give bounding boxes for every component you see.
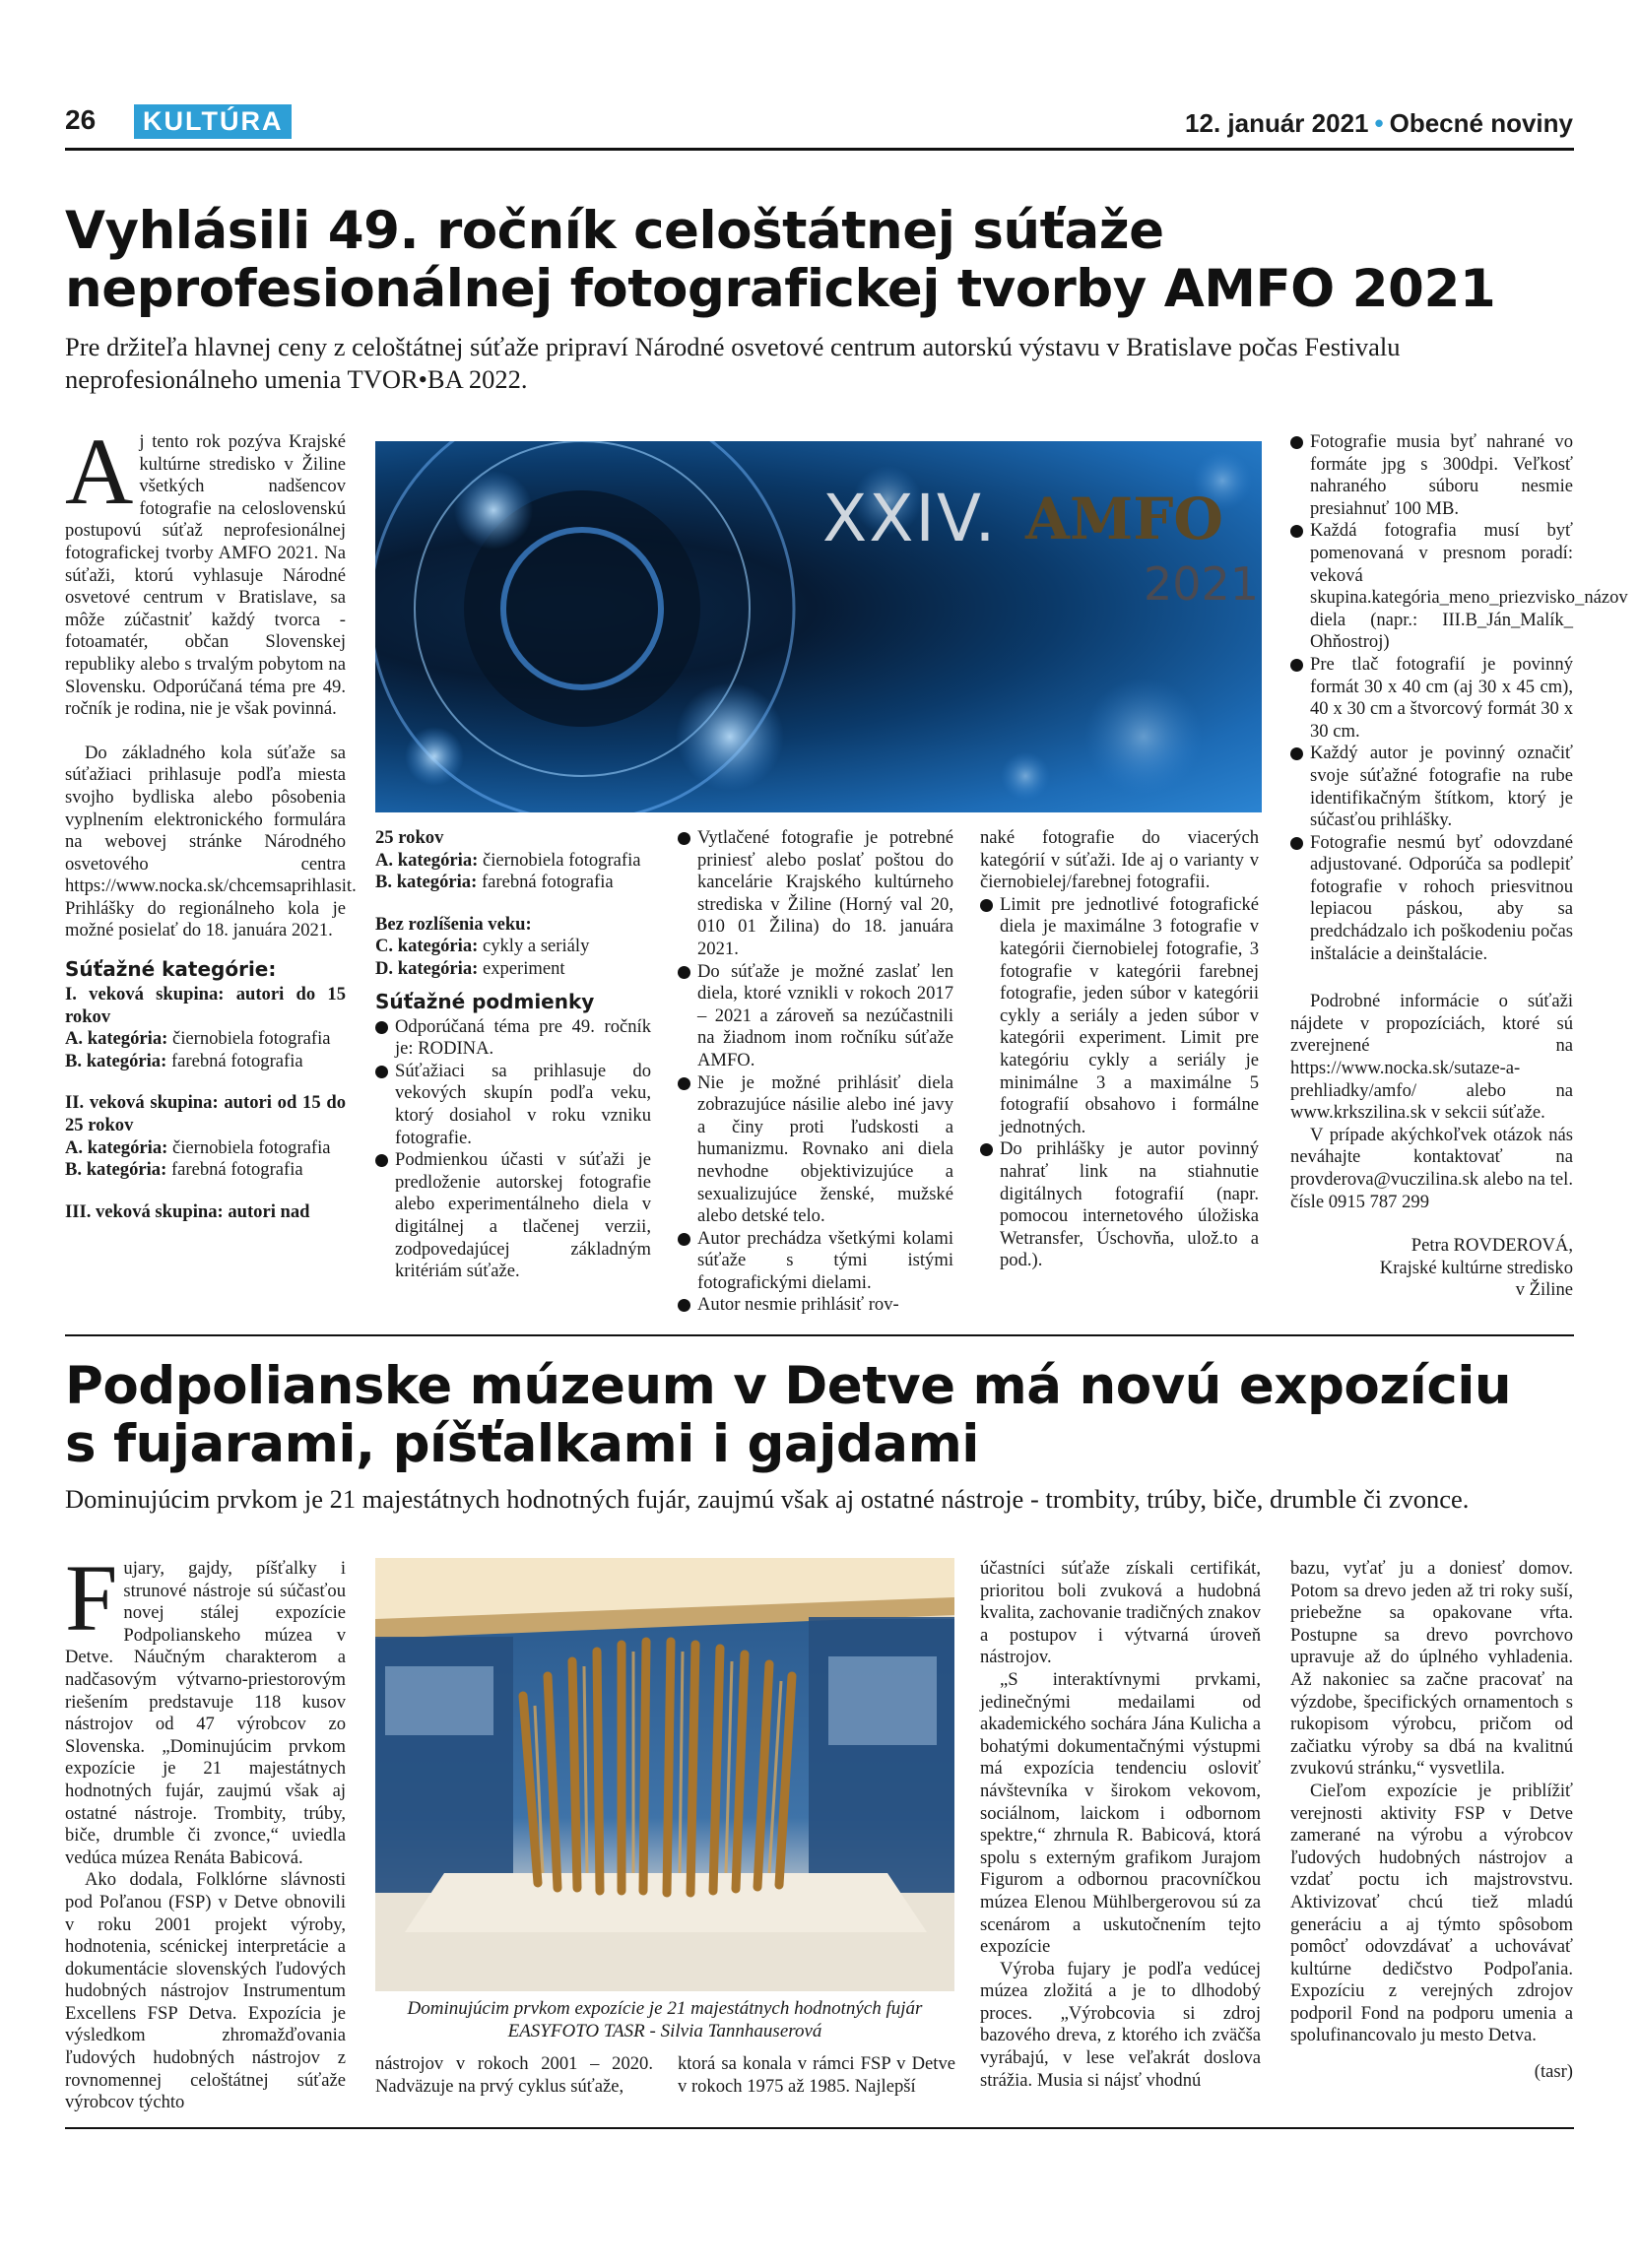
exhibition-graphic [375, 1558, 954, 1991]
category-a: A. kategória: čiernobiela fotografia [375, 849, 641, 871]
article2-paragraph: ktorá sa konala v rámci FSP v Detve v rokoch 1975 až 1985. Najlepší [678, 2053, 955, 2097]
article1-col4 [980, 827, 1259, 1272]
article1-headline [65, 202, 1572, 318]
article2-paragraph: Výroba fujary je podľa vedúcej múzea zložitá a je to dlhodobý proces. „Výrobcovia si zdroj bazového dreva, z ktorého ich zväčša vyrábajú, v lese veľakrát doslova strážia. Musia si nájsť vhodnú [980, 1958, 1261, 2091]
drop-cap: A [65, 419, 134, 524]
bullet-item: Fotografie musia byť nahrané vo formáte jpg s 300dpi. Veľkosť nahraného súboru nesmie presiahnuť 100 MB. [1290, 431, 1573, 520]
author-city: v Žiline [1515, 1279, 1573, 1301]
category-a: A. kategória: čiernobiela fotografia [65, 1028, 331, 1050]
article1-headline-line2: neprofesionálnej fotografickej tvorby AMFO 2021 [65, 259, 1496, 319]
article2-signature: (tasr) [1534, 2061, 1573, 2083]
bullet-item: Nie je možné prihlásiť diela zobrazujúce násilie alebo iné javy a činy proti ľudskosti a humanizmu. Rovnako ani diela nevhodne objektivizujúce a sexualizujúce ženské, mužské alebo detské telo. [678, 1072, 953, 1228]
paper-name: Obecné noviny [1389, 108, 1573, 138]
article2-headline-line2: s fujarami, píšťalkami i gajdami [65, 1414, 979, 1474]
category-b: B. kategória: farebná fotografia [375, 872, 614, 893]
article2-paragraph: Ako dodala, Folklórne slávnosti pod Poľanou (FSP) v Detve obnovili v roku 2001 projekt výroby, hodnotenia, scénickej interpretácie a dokumentácie slovenských ľudových hudobných nástrojov Instrumentum Excellens FSP Detva. Expozícia je výsledkom zhromažďovania ľudových hudobných nástrojov z rovnomennej celoštátnej súťaže výrobcov týchto [65, 1869, 346, 2113]
age-group-3: III. veková skupina: autori nad [65, 1200, 310, 1222]
category-a: A. kategória: čiernobiela fotografia [65, 1136, 331, 1158]
age-group-1: I. veková skupina: autori do 15 rokov [65, 984, 346, 1027]
bullet-item: Každý autor je povinný označiť svoje súťažné fotografie na rube identifikačným štítkom, ktorý je súčasťou prihlášky. [1290, 743, 1573, 831]
photo-credit: EASYFOTO TASR - Silvia Tannhauserová [507, 2021, 822, 2041]
banner-year: 2021 [1144, 557, 1260, 611]
article2-paragraph: nástrojov v rokoch 2001 – 2020. Nadväzuje na prvý cyklus súťaže, [375, 2053, 653, 2097]
photo-caption [375, 1997, 954, 2042]
section-label: KULTÚRA [134, 104, 292, 139]
bullet-item: Fotografie nesmú byť odovzdané adjustované. Odporúča sa podlepiť fotografie v rohoch priesvitnou lepiacou páskou, aby sa predchádzalo ich poškodeniu počas inštalácie a deinštalácie. [1290, 832, 1573, 966]
bullet-item: Autor nesmie prihlásiť rov- [678, 1294, 953, 1317]
issue-info [1185, 108, 1573, 139]
bullet-item: Odporúčaná téma pre 49. ročník je: RODINA. [375, 1016, 651, 1061]
bullet-item: Podmienkou účasti v súťaži je predloženie autorskej fotografie alebo experimentálneho diela v digitálnej a tlačenej verzii, zodpovedajúcej základným kritériám súťaže. [375, 1149, 651, 1283]
caption-text: Dominujúcim prvkom expozície je 21 majestátnych hodnotných fujár [407, 1998, 923, 2019]
age-group-2: II. veková skupina: autori od 15 do 25 rokov [65, 1092, 346, 1136]
author-org: Krajské kultúrne stredisko [1379, 1257, 1573, 1278]
separator-dot: • [1374, 108, 1384, 138]
article1-paragraph: naké fotografie do viacerých kategórií v súťaži. Ide aj o varianty v čiernobielej/farebnej fotografii. [980, 827, 1259, 893]
article2-headline-line1: Podpolianske múzeum v Detve má novú expozíciu [65, 1356, 1512, 1416]
banner-roman: XXIV. [822, 481, 998, 556]
article1-col2 [375, 827, 651, 1283]
author-name: Petra ROVDEROVÁ, [1410, 1235, 1573, 1257]
bullet-item: Vytlačené fotografie je potrebné priniesť alebo poslať poštou do kancelárie Krajského kultúrneho strediska v Žiline (Horný val 20, 010 01 Žilina) do 18. januára 2021. [678, 827, 953, 961]
article2-paragraph: ujary, gajdy, píšťalky i strunové nástroje sú súčasťou novej stálej expozície Podpolianskeho múzea v Detve. Náučným charakterom a nadčasovým výtvarno-priestorovým riešením predstavuje 118 kusov nástrojov od 47 výrobcov zo Slovenska. „Dominujúcim prvkom expozície je 21 majestátnych hodnotných fujár, zaujmú však aj ostatné nástroje. Trombity, trúby, biče, drumble či zvonce,“ uviedla vedúca múzea Renáta Babicová. [65, 1558, 346, 1868]
article1-paragraph: Do základného kola súťaže sa súťažiaci prihlasuje podľa miesta svojho bydliska alebo pôsobenia vyplnením elektronického formulára na webovej stránke Národného osvetového centra https://www.nocka.sk/chcemsaprihlasit. Prihlášky do regionálneho kola je možné posielať do 18. januára 2021. [65, 742, 357, 941]
article2-headline [65, 1357, 1572, 1473]
footer-rule [65, 2127, 1574, 2129]
article1-paragraph: Podrobné informácie o súťaži nájdete v propozíciách, ktoré sú zverejnené na https://www.nocka.sk/sutaze-a-prehliadky/amfo/ alebo na www.krkszilina.sk v sekcii súťaže. [1290, 991, 1573, 1124]
subheading-conditions: Súťažné podmienky [375, 989, 595, 1013]
banner-name: AMFO [1025, 486, 1223, 552]
article2-col1 [65, 1545, 346, 2114]
article1-headline-line1: Vyhlásili 49. ročník celoštátnej súťaže [65, 201, 1164, 261]
article1-col3 [678, 827, 953, 1317]
category-b: B. kategória: farebná fotografia [65, 1159, 303, 1181]
bullet-item: Súťažiaci sa prihlasuje do vekových skupín podľa veku, ktorý dosiahol v roku vzniku fotografie. [375, 1061, 651, 1149]
bullet-item: Pre tlač fotografií je povinný formát 30 x 40 cm (aj 30 x 45 cm), 40 x 30 cm a štvorcový formát 30 x 30 cm. [1290, 654, 1573, 743]
page-number: 26 [65, 104, 97, 135]
no-age-heading: Bez rozlíšenia veku: [375, 913, 532, 935]
article1-col5 [1290, 431, 1628, 1302]
category-d: D. kategória: experiment [375, 957, 565, 979]
article2-paragraph: bazu, vyťať ju a doniesť domov. Potom sa drevo jeden až tri roky suší, priebežne sa opakovane vŕta. Postupne sa drevo povrchovo upravuje až do úplného vyhladenia. Až nakoniec sa začne pracovať na výzdobe, špecifických ornamentoch s rukopisom výrobcu, pričom od začiatku výroby sa dbá na kvalitnú zvukovú stránku,“ vysvetlila. [1290, 1558, 1573, 1780]
article2-col3 [678, 2053, 955, 2098]
fujara-exhibition-photo [375, 1558, 954, 1991]
bullet-item: Autor prechádza všetkými kolami súťaže s tými istými fotografickými dielami. [678, 1228, 953, 1295]
category-b: B. kategória: farebná fotografia [65, 1050, 303, 1071]
article2-paragraph: „S interaktívnymi prvkami, jedinečnými medailami od akademického sochára Jána Kulicha a bohatými dokumentačnými výstupmi má expozícia tendenciu osloviť návštevníka v širokom vekovom, sociálnom, laickom i odbornom spektre,“ zhrnula R. Babicová, ktorá spolu s externým grafikom Jurajom Figurom a odbornou pracovníčkou múzea Elenou Mühlbergerovou sú za scenárom a uskutočnením tejto expozície [980, 1668, 1261, 1958]
drop-cap: F [65, 1545, 118, 1651]
article1-paragraph: V prípade akýchkoľvek otázok nás neváhajte kontaktovať na provderova@vuczilina.sk alebo na tel. čísle 0915 787 299 [1290, 1124, 1573, 1212]
article2-col4 [980, 1558, 1261, 2092]
article-divider [65, 1334, 1574, 1336]
article2-lead: Dominujúcim prvkom je 21 majestátnych hodnotných fujár, zaujmú však aj ostatné nástroje - trombity, trúby, biče, drumble či zvonce. [65, 1484, 1470, 1514]
age-group-3-cont: 25 rokov [375, 827, 444, 848]
bullet-item: Každá fotografia musí byť pomenovaná v presnom poradí: veková skupina.kategória_meno_priezvisko_názov diela (napr.: III.B_Ján_Malík_ Ohňostroj) [1290, 520, 1573, 654]
article2-col2 [375, 2053, 653, 2098]
article1-col1 [65, 419, 357, 1223]
amfo-banner-image [375, 441, 1262, 812]
bullet-item: Do súťaže je možné zaslať len diela, ktoré vznikli v rokoch 2017 – 2021 a zároveň sa nezúčastnili na žiadnom inom ročníku súťaže AMFO. [678, 961, 953, 1072]
issue-date: 12. január 2021 [1185, 108, 1369, 138]
header-rule [65, 148, 1574, 151]
article2-paragraph: účastníci súťaže získali certifikát, prioritou boli zvuková a hudobná kvalita, zachovanie tradičných znakov a postupov i výtvarná úroveň nástrojov. [980, 1558, 1261, 1668]
article1-lead: Pre držiteľa hlavnej ceny z celoštátnej súťaže pripraví Národné osvetové centrum autorskú výstavu v Bratislave počas Festivalu neprofesionálneho umenia TVOR•BA 2022. [65, 332, 1401, 394]
article1-paragraph: j tento rok pozýva Krajské kultúrne stredisko v Žiline všetkých nadšencov fotografie na celoslovenskú postupovú súťaž neprofesionálnej fotografickej tvorby AMFO 2021. Na súťaži, ktorú vyhlasuje Národné osvetové centrum v Bratislave, sa môže zúčastniť každý tvorca - fotoamatér, občan Slovenskej republiky alebo s trvalým pobytom na Slovensku. Odporúčaná téma pre 49. ročník je rodina, nie je však povinná. [65, 431, 346, 720]
bullet-item: Do prihlášky je autor povinný nahrať link na stiahnutie digitálnych fotografií (napr. pomocou internetového úložiska Wetransfer, Úschovňa, ulož.to a pod.). [980, 1138, 1259, 1272]
bullet-item: Limit pre jednotlivé fotografické diela je maximálne 3 fotografie v kategórii čiernobielej fotografie, 3 fotografie v kategórii farebnej fotografie, jeden súbor v kategórii cykly a seriály a jeden súbor v kategórii experiment. Limit pre kategóriu cykly a seriály je minimálne 3 a maximálne 5 fotografií obsahovo i formálne jednotných. [980, 894, 1259, 1139]
subheading-categories: Súťažné kategórie: [65, 957, 277, 982]
article2-paragraph: Cieľom expozície je priblížiť verejnosti aktivity FSP v Detve zamerané na výrobu a výrobcov ľudových hudobných nástrojov a vzdať poctu ich majstrovstvu. Aktivizovať chcú tiež mladú generáciu a aj týmto spôsobom pomôcť odovzdávať a uchovávať kultúrne dedičstvo Podpoľania. Expozíciu z verejných zdrojov podporil Fond na podporu umenia a spolufinancovalo ju mesto Detva. [1290, 1780, 1573, 2046]
article2-col5 [1290, 1558, 1573, 2084]
category-c: C. kategória: cykly a seriály [375, 936, 590, 957]
